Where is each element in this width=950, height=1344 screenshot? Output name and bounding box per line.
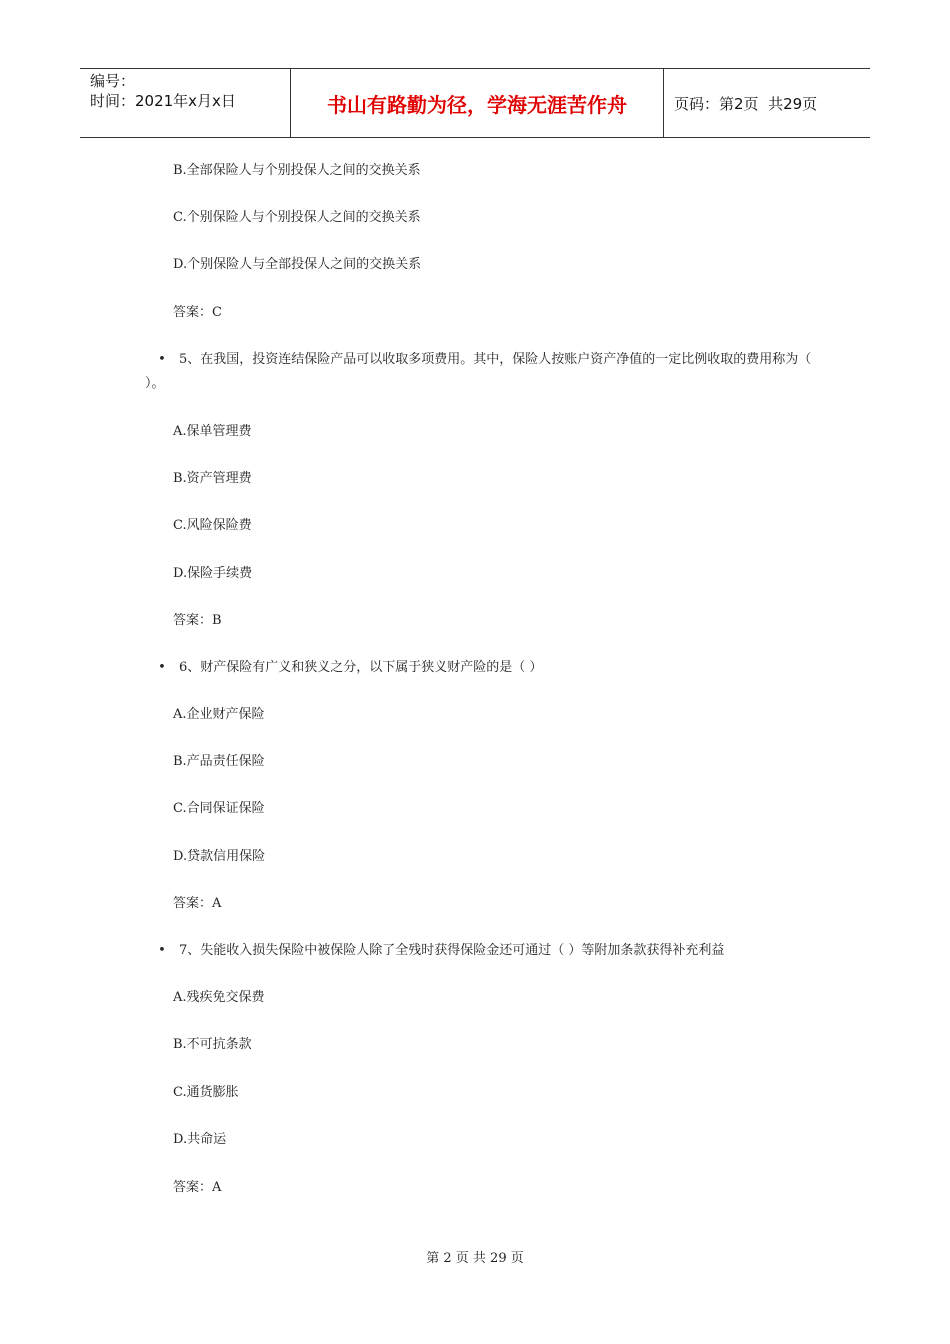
option-d: D.贷款信用保险 <box>173 849 266 864</box>
question-6 <box>145 656 825 680</box>
option-a: A.残疾免交保费 <box>173 990 265 1005</box>
option-d: D.保险手续费 <box>173 566 253 581</box>
option-b: B.产品责任保险 <box>173 754 265 769</box>
page-footer: 第 2 页 共 29 页 <box>426 1251 524 1266</box>
option-b: B.资产管理费 <box>173 471 252 486</box>
bullet-icon: • <box>158 943 166 958</box>
question-text: 7、失能收入损失保险中被保险人除了全残时获得保险金还可通过（ ）等附加条款获得补充利益 <box>179 943 725 958</box>
header-info <box>80 69 291 137</box>
page-label: 页码：第2页 共29页 <box>674 94 818 113</box>
option-b: B.不可抗条款 <box>173 1037 252 1052</box>
question-7 <box>145 939 825 963</box>
page-header <box>80 68 870 138</box>
answer: 答案：C <box>173 305 222 320</box>
question-5 <box>145 348 825 396</box>
header-motto: 书山有路勤为径，学海无涯苦作舟 <box>291 69 664 137</box>
option-a: A.企业财产保险 <box>173 707 265 722</box>
question-text: 6、财产保险有广义和狭义之分，以下属于狭义财产险的是（ ） <box>179 660 543 675</box>
option-c: C.风险保险费 <box>173 518 252 533</box>
option-c: C.通货膨胀 <box>173 1085 239 1100</box>
option-d: D.个别保险人与全部投保人之间的交换关系 <box>173 257 422 272</box>
option-d: D.共命运 <box>173 1132 227 1147</box>
option-a: A.保单管理费 <box>173 424 252 439</box>
answer: 答案：A <box>173 896 222 911</box>
question-text: 5、在我国，投资连结保险产品可以收取多项费用。其中，保险人按账户资产净值的一定比例收取的费用称为（ ）。 <box>145 352 812 391</box>
option-c: C.合同保证保险 <box>173 801 265 816</box>
answer: 答案：B <box>173 613 222 628</box>
bullet-icon: • <box>158 352 166 367</box>
number-label: 编号： <box>90 72 136 90</box>
header-page-info <box>664 69 870 137</box>
option-c: C.个别保险人与个别投保人之间的交换关系 <box>173 210 421 225</box>
answer: 答案：A <box>173 1180 222 1195</box>
time-label: 时间：2021年x月x日 <box>90 92 236 110</box>
option-b: B.全部保险人与个别投保人之间的交换关系 <box>173 163 421 178</box>
bullet-icon: • <box>158 660 166 675</box>
